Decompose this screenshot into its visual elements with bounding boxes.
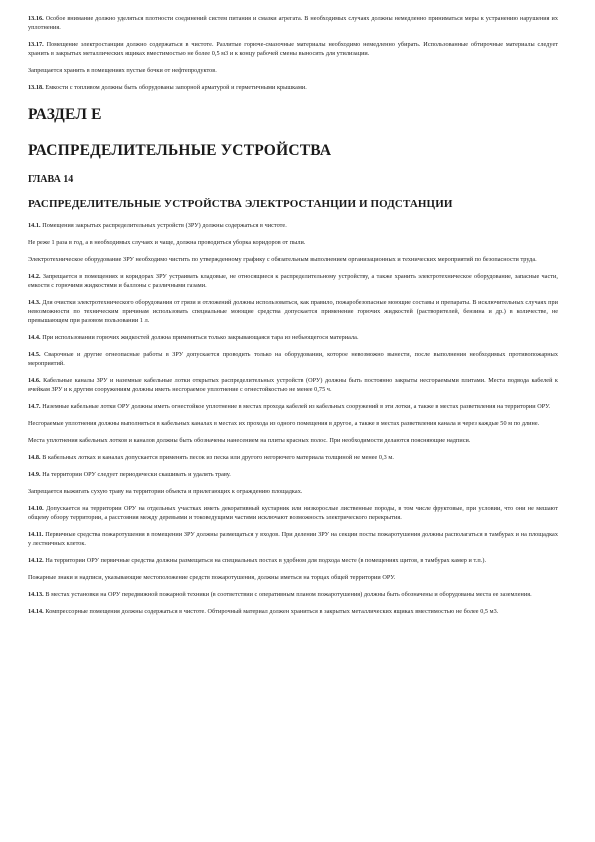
paragraph-14-9-cont	[28, 487, 558, 496]
paragraph-text: Места уплотнения кабельных лотков и каналов должны быть обозначены нанесением на плиты красных полос. При необходимости делаются поясняющие надписи.	[28, 437, 471, 444]
paragraph-14-7-cont-b	[28, 436, 558, 445]
paragraph-text: Запрещается выжигать сухую траву на территории объекта и прилегающих к ограждению площадках.	[28, 488, 303, 495]
paragraph-text: В местах установки на ОРУ передвижной пожарной техники (в соответствии с оперативным планом пожаротушения) должны быть обозначены и оборудованы места ее заземления.	[45, 591, 532, 598]
paragraph-text: Первичные средства пожаротушения в помещении ЗРУ должны размещаться у входов. При делении ЗРУ на секции посты пожаротушения должны располагаться в тамбурах и на площадках у лестничных клеток.	[28, 531, 558, 547]
paragraph-text: Помещение электростанции должно содержаться в чистоте. Разлитые горюче-смазочные материалы необходимо немедленно убирать. Использованные обтирочные материалы следует хранить в закрытых металлических ящиках вместимостью не более 0,5 м3 и к концу рабочей смены выносить для утилизации.	[28, 41, 558, 57]
paragraph-text: Для очистки электротехнического оборудования от грязи и отложений должны использоваться, как правило, пожаробезопасные моющие составы и препараты. В исключительных случаях при невозможности по техническим причинам использовать специальные моющие средства допускается применение горючих жидкостей (растворителей, бензина и др.) в количестве, не превышающем при разовом пользовании 1 л.	[28, 299, 558, 324]
paragraph-14-7-cont-a	[28, 419, 558, 428]
paragraph-number: 14.8.	[28, 454, 41, 461]
chapter-title: РАСПРЕДЕЛИТЕЛЬНЫЕ УСТРОЙСТВА ЭЛЕКТРОСТАНЦИИ И ПОДСТАНЦИИ	[28, 198, 453, 210]
paragraph-number: 14.12.	[28, 557, 44, 564]
paragraph-13-17	[28, 40, 558, 58]
paragraph-14-1-cont-b	[28, 255, 558, 264]
paragraph-14-12	[28, 556, 558, 565]
top-paragraphs	[28, 14, 558, 92]
paragraph-number: 14.7.	[28, 403, 41, 410]
paragraph-text: На территории ОРУ следует периодически скашивать и удалять траву.	[42, 471, 231, 478]
paragraph-14-7	[28, 402, 558, 411]
paragraph-text: Запрещается в помещениях и коридорах ЗРУ устраивать кладовые, не относящиеся к распределительному устройству, а также хранить электротехническое оборудование, запасные части, емкости с горючими жидкостями и баллоны с различными газами.	[28, 273, 558, 289]
paragraph-13-18	[28, 83, 558, 92]
document-page	[28, 14, 558, 624]
paragraph-number: 14.9.	[28, 471, 41, 478]
paragraph-14-3	[28, 298, 558, 325]
paragraph-14-2	[28, 272, 558, 290]
paragraph-text: Наземные кабельные лотки ОРУ должны иметь огнестойкое уплотнение в местах прохода кабелей из кабельных сооружений в эти лотки, а также в местах разветвления на территории ОРУ.	[42, 403, 551, 410]
section-label: РАЗДЕЛ Е	[28, 106, 102, 123]
paragraph-14-14	[28, 607, 558, 616]
paragraph-number: 14.10.	[28, 505, 44, 512]
paragraph-14-8	[28, 453, 558, 462]
paragraph-number: 14.4.	[28, 334, 41, 341]
paragraph-text: Особое внимание должно уделяться плотности соединений систем питания и смазки агрегата. В необходимых случаях должны немедленно приниматься меры к устранению нарушения их уплотнения.	[28, 15, 558, 31]
paragraph-number: 14.1.	[28, 222, 41, 229]
paragraph-number: 14.2.	[28, 273, 41, 280]
chapter-label: ГЛАВА 14	[28, 174, 74, 185]
paragraph-text: Емкости с топливом должны быть оборудованы запорной арматурой и герметичными крышками.	[45, 84, 307, 91]
paragraph-14-11	[28, 530, 558, 548]
paragraph-text: Сварочные и другие огнеопасные работы в ЗРУ допускается проводить только на оборудовании, которое невозможно вынести, после выполнения необходимых противопожарных мероприятий.	[28, 351, 558, 367]
paragraph-text: Запрещается хранить в помещениях пустые бочки от нефтепродуктов.	[28, 67, 217, 74]
paragraph-14-10	[28, 504, 558, 522]
paragraph-14-13	[28, 590, 558, 599]
paragraph-number: 14.3.	[28, 299, 41, 306]
paragraph-number: 13.18.	[28, 84, 44, 91]
paragraph-14-6	[28, 376, 558, 394]
section-title: РАСПРЕДЕЛИТЕЛЬНЫЕ УСТРОЙСТВА	[28, 142, 332, 159]
paragraph-text: В кабельных лотках и каналах допускается применять песок из песка или другого негорючего материала толщиной не менее 0,3 м.	[42, 454, 394, 461]
paragraph-text: Не реже 1 раза в год, а в необходимых случаях и чаще, должна проводиться уборка коридоров от пыли.	[28, 239, 306, 246]
paragraph-text: Кабельные каналы ЗРУ и наземные кабельные лотки открытых распределительных устройств (ОРУ) должны быть постоянно закрыты несгораемыми плитами. Места подвода кабелей к ячейкам ЗРУ и к другим сооружениям должны иметь несгораемое уплотнение с огнестойкостью не менее 0,75 ч.	[28, 377, 558, 393]
paragraph-number: 13.16.	[28, 15, 44, 22]
paragraph-14-9	[28, 470, 558, 479]
paragraph-number: 14.14.	[28, 608, 44, 615]
paragraph-text: На территории ОРУ первичные средства должны размещаться на специальных постах в удобном для подхода месте (в помещениях щитов, в тамбурах камер и т.п.).	[45, 557, 487, 564]
paragraph-text: Допускается на территории ОРУ на отдельных участках иметь декоративный кустарник или низкорослые лиственные породы, в том числе фруктовые, при условии, что они не мешают общему обзору территории, а расстояния между деревьями и токоведущими частями исключают возможность электрического перекрытия.	[28, 505, 558, 521]
paragraph-13-17-cont	[28, 66, 558, 75]
paragraph-number: 14.5.	[28, 351, 41, 358]
paragraph-number: 14.6.	[28, 377, 41, 384]
paragraph-text: Электротехническое оборудование ЗРУ необходимо чистить по утвержденному графику с обязательным выполнением организационных и технических мероприятий по безопасности труда.	[28, 256, 537, 263]
paragraph-number: 14.11.	[28, 531, 44, 538]
paragraph-text: Несгораемые уплотнения должны выполняться в кабельных каналах в местах их прохода из одного помещения в другое, а также в местах разветвления канала и через каждые 50 м по длине.	[28, 420, 540, 427]
paragraph-number: 13.17.	[28, 41, 44, 48]
paragraph-number: 14.13.	[28, 591, 44, 598]
paragraph-14-1-cont-a	[28, 238, 558, 247]
paragraph-text: Пожарные знаки и надписи, указывающие местоположение средств пожаротушения, должны иметься на торцах общей территории ОРУ.	[28, 574, 396, 581]
paragraph-14-4	[28, 333, 558, 342]
paragraph-13-16	[28, 14, 558, 32]
paragraph-14-5	[28, 350, 558, 368]
paragraph-text: Помещения закрытых распределительных устройств (ЗРУ) должны содержаться в чистоте.	[42, 222, 287, 229]
paragraph-text: При использовании горючих жидкостей должна применяться только закрывающаяся тара из небьющегося материала.	[42, 334, 359, 341]
paragraph-14-1	[28, 221, 558, 230]
paragraph-14-12-cont	[28, 573, 558, 582]
chapter-body	[28, 221, 558, 616]
paragraph-text: Компрессорные помещения должны содержаться в чистоте. Обтирочный материал должен храниться в закрытых металлических ящиках вместимостью не более 0,5 м3.	[45, 608, 499, 615]
